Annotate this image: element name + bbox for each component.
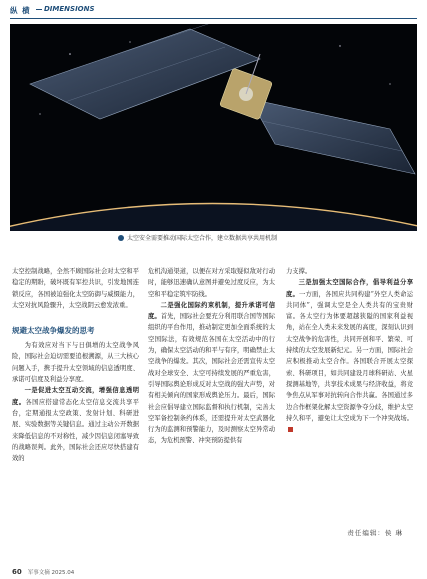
caption-text: 太空安全需要推动国际太空合作，建立数据共享共用机制	[127, 235, 278, 242]
column-3	[286, 266, 413, 435]
issue-number: 2025.04	[51, 570, 75, 576]
paragraph-lead: 二是强化国际约束机制，提升承诺可信度。	[148, 301, 275, 321]
page-number: 60	[12, 568, 22, 576]
paragraph-lead: 三是加强太空国际合作，倡导利益分享度。	[286, 279, 413, 298]
paragraph-body: 一方面，各国应共同构建“外空人类命运共同体”，强调太空是全人类共有的宝贵财富。各太空行为体要超越狭隘的国家利益视角，站在全人类未来发展的高度，深刻认识到太空战争的危害性，共同开创和平、繁荣、可持续的太空发展新纪元。另一方面，国际社会应积极推动太空合作。各国联合开展太空探索、科研项目，如共同建设月球科研站、火星探测基地等，共享技术成果与经济收益，将竞争焦点从军事对抗转向合作共赢。各国通过多边合作框架化解太空资源争夺分歧，维护太空持久和平，避免让太空成为下一个冲突战场。	[286, 290, 413, 422]
section-subtitle: DIMENSIONS	[44, 5, 95, 13]
journal-name: 军事文摘	[27, 570, 50, 576]
section-label: 纵 横	[10, 6, 31, 15]
paragraph	[286, 277, 413, 435]
caption-bullet-icon	[118, 235, 124, 241]
page-header	[0, 0, 427, 22]
paragraph-body: 首先，国际社会要充分利用联合国等国际组织的平台作用，推动制定更加全面系统的太空国际法，有效规范各国在太空活动中的行为，确保太空活动的和平与有序，明确禁止太空战争的爆发。其次，国际社会还需宣传太空战对全球安全、太空可持续发展的严重危害，引导国际舆论形成反对太空战的强大声势，对有相关倾向的国家形成舆论压力。最后，国际社会应倡导建立国际监督和执行机制，完善太空军备控制条约体系，还需提升对太空武器化行为的监测和预警能力，及时测察太空异常动态，为危机预警、冲突预防提供有	[148, 313, 276, 445]
header-rule	[10, 18, 417, 19]
end-mark-icon	[288, 427, 293, 432]
paragraph	[12, 385, 139, 464]
paragraph-body: 各国应搭建常态化太空信息交流共享平台，定期通报太空政策、发射计划、科研进展、实验数据等关键信息。通过主动公开数据来降低信息的不对称性，减少因信息闭塞导致的战略误判。此外，国际社会还应尽快搭建有效的	[12, 398, 140, 463]
paragraph: 危机沟通渠道，以便在对方采取疑似敌对行动时，能够迅速确认意图并避免过度反应，为太空和平稳定筑牢防线。	[148, 268, 275, 298]
column-2	[148, 266, 275, 447]
page-footer	[12, 568, 74, 576]
paragraph	[148, 300, 275, 447]
paragraph: 为有效应对当下与日俱增的太空战争风险，国际社会迫切需要追根溯源，从三大核心问题入手，携手提升太空领域的信息透明度、承诺可信度及利益分享度。	[12, 342, 139, 384]
section-heading: 规避太空战争爆发的思考	[12, 326, 95, 336]
column-1	[12, 266, 139, 464]
header-separator	[36, 9, 42, 10]
paragraph: 太空控制战略，全然不顾国际社会对太空和平稳定的期盼，破坏既有军控共识，引发地国连锁反应，各国被迫强化太空防御与威慑能力，太空对抗风险骤升，太空战阴云愈发浓重。	[12, 268, 139, 309]
paragraph: 力支撑。	[286, 268, 312, 275]
satellite-photo	[10, 24, 417, 231]
paragraph-lead: 一是促进太空互动交流，增强信息透明度。	[12, 387, 139, 406]
figure-caption	[118, 233, 277, 242]
responsible-editor: 责任编辑：侯 琳	[347, 529, 403, 537]
